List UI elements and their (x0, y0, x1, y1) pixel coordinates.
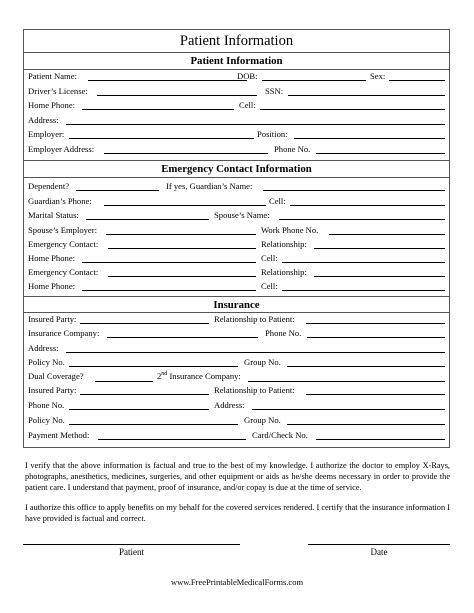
date-signature-label: Date (370, 547, 388, 557)
emergency-home-phone-label: Home Phone: (28, 253, 76, 263)
insurance-company-label: Insurance Company: (28, 328, 100, 338)
patient-information-form (23, 29, 450, 448)
insured-party-2-field[interactable] (80, 394, 209, 395)
emergency-cell-2-label: Cell: (261, 281, 278, 291)
address-label: Address: (28, 115, 59, 125)
phone-no-2-label: Phone No. (28, 400, 65, 410)
relationship-to-patient-label: Relationship to Patient: (214, 314, 295, 324)
marital-status-label: Marital Status: (28, 210, 79, 220)
spouse-name-field[interactable] (279, 219, 445, 220)
dependent-field[interactable] (76, 190, 159, 191)
policy-no-2-field[interactable] (69, 424, 238, 425)
sex-field[interactable] (389, 80, 445, 81)
patient-signature-label: Patient (119, 547, 144, 557)
emergency-home-phone-field[interactable] (82, 262, 256, 263)
cell-label: Cell: (239, 100, 256, 110)
insured-party-2-label: Insured Party: (28, 385, 77, 395)
relationship-field[interactable] (314, 248, 445, 249)
employer-address-label: Employer Address: (28, 144, 95, 154)
form-title: Patient Information (179, 33, 294, 49)
guardian-cell-field[interactable] (290, 205, 445, 206)
card-check-no-field[interactable] (316, 439, 445, 440)
verification-statement: I verify that the above information is factual and true to the best of my knowledge. I authorize the doctor to employ X-Rays, photographs, anesthetics, medicines, surgeries, and other equipment or aids as he/she deems necessary in order to provide the patient care. I understand that payment, proof of insurance, and/or copay is due at the time of service. (25, 461, 450, 492)
spouse-employer-field[interactable] (106, 234, 256, 235)
emergency-cell-2-field[interactable] (282, 290, 445, 291)
relationship-to-patient-2-field[interactable] (306, 394, 445, 395)
group-no-field[interactable] (287, 366, 445, 367)
patient-signature-line[interactable] (23, 544, 240, 545)
guardian-phone-field[interactable] (104, 205, 266, 206)
second-insurance-company-label: 2nd Insurance Company: (157, 371, 241, 381)
relationship-2-label: Relationship: (261, 267, 307, 277)
guardian-name-field[interactable] (263, 190, 445, 191)
ssn-field[interactable] (288, 95, 445, 96)
guardian-cell-label: Cell: (269, 196, 286, 206)
policy-no-field[interactable] (69, 366, 238, 367)
employer-field[interactable] (69, 138, 254, 139)
dependent-label: Dependent? (28, 181, 70, 191)
emergency-cell-label: Cell: (261, 253, 278, 263)
group-no-label: Group No. (244, 357, 281, 367)
second-insurance-company-field[interactable] (248, 381, 445, 382)
insurance-phone-field[interactable] (307, 337, 445, 338)
emergency-contact-field[interactable] (108, 248, 256, 249)
cell-field[interactable] (260, 109, 445, 110)
drivers-license-label: Driver’s License: (28, 86, 88, 96)
date-signature-line[interactable] (308, 544, 450, 545)
policy-no-label: Policy No. (28, 357, 65, 367)
payment-method-field[interactable] (98, 439, 246, 440)
employer-phone-label: Phone No. (274, 144, 311, 154)
sex-label: Sex: (370, 71, 386, 81)
emergency-cell-field[interactable] (282, 262, 445, 263)
employer-label: Employer: (28, 129, 65, 139)
work-phone-field[interactable] (329, 234, 445, 235)
dob-field[interactable] (262, 80, 366, 81)
spouse-employer-label: Spouse’s Employer: (28, 225, 97, 235)
section-heading-emergency: Emergency Contact Information (161, 163, 312, 175)
dual-coverage-label: Dual Coverage? (28, 371, 84, 381)
home-phone-label: Home Phone: (28, 100, 76, 110)
address-2-field[interactable] (252, 409, 445, 410)
authorization-statement: I authorize this office to apply benefits on my behalf for the covered services rendered. I certify that the insurance information I have provided is factual and correct. (25, 503, 450, 523)
marital-status-field[interactable] (86, 219, 209, 220)
insurance-address-label: Address: (28, 343, 59, 353)
drivers-license-field[interactable] (97, 95, 257, 96)
emergency-home-phone-2-field[interactable] (82, 290, 256, 291)
relationship-to-patient-2-label: Relationship to Patient: (214, 385, 295, 395)
emergency-contact-label: Emergency Contact: (28, 239, 99, 249)
emergency-contact-2-label: Emergency Contact: (28, 267, 99, 277)
insurance-phone-label: Phone No. (265, 328, 302, 338)
relationship-to-patient-field[interactable] (306, 323, 445, 324)
divider (24, 312, 449, 313)
relationship-label: Relationship: (261, 239, 307, 249)
patient-name-label: Patient Name: (28, 71, 77, 81)
footer-url: www.FreePrintableMedicalForms.com (170, 577, 304, 587)
address-2-label: Address: (214, 400, 245, 410)
group-no-2-label: Group No. (244, 415, 281, 425)
insurance-address-field[interactable] (66, 352, 445, 353)
work-phone-label: Work Phone No. (261, 225, 319, 235)
divider (24, 177, 449, 178)
insurance-company-field[interactable] (107, 337, 258, 338)
employer-phone-field[interactable] (316, 153, 445, 154)
emergency-contact-2-field[interactable] (108, 276, 256, 277)
relationship-2-field[interactable] (314, 276, 445, 277)
address-field[interactable] (66, 124, 445, 125)
divider (24, 69, 449, 70)
policy-no-2-label: Policy No. (28, 415, 65, 425)
dob-label: DOB: (237, 71, 258, 81)
patient-name-field[interactable] (88, 80, 247, 81)
card-check-no-label: Card/Check No. (252, 430, 308, 440)
spouse-name-label: Spouse’s Name: (214, 210, 270, 220)
payment-method-label: Payment Method: (28, 430, 90, 440)
employer-address-field[interactable] (104, 153, 268, 154)
dual-coverage-field[interactable] (95, 381, 153, 382)
group-no-2-field[interactable] (287, 424, 445, 425)
ssn-label: SSN: (265, 86, 284, 96)
insured-party-label: Insured Party: (28, 314, 77, 324)
emergency-home-phone-2-label: Home Phone: (28, 281, 76, 291)
phone-no-2-field[interactable] (69, 409, 209, 410)
section-heading-patient: Patient Information (190, 55, 283, 67)
position-field[interactable] (294, 138, 445, 139)
section-heading-insurance: Insurance (213, 299, 260, 311)
home-phone-field[interactable] (82, 109, 234, 110)
guardian-phone-label: Guardian’s Phone: (28, 196, 92, 206)
insured-party-field[interactable] (80, 323, 209, 324)
position-label: Position: (257, 129, 288, 139)
guardian-name-label: If yes, Guardian’s Name: (166, 181, 253, 191)
